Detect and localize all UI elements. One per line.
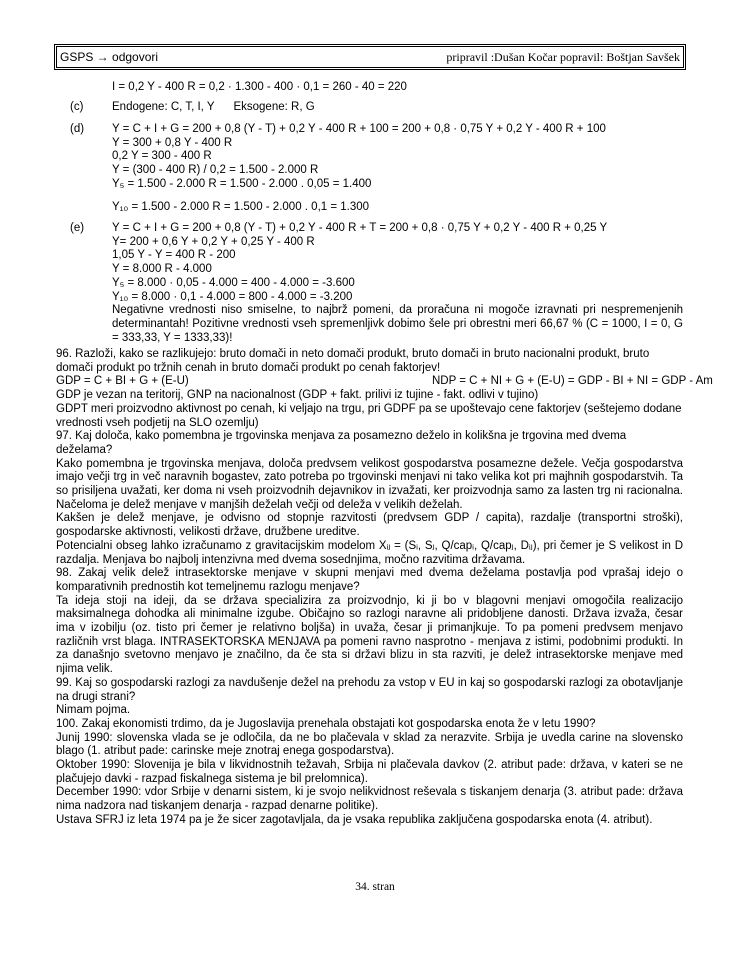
question-97: 97. Kaj določa, kako pomembna je trgovinska menjava za posamezno deželo in kolikšna je trgovina med dvema deželama? [56,430,627,456]
answer-paragraph: December 1990: vdor Srbije v denarni sistem, ki je svojo nelikvidnost reševala s tiskanjem denarja (3. atribut pade: država nima nadzora nad tiskanjem denarja - razpad denarne politike). [56,786,683,813]
answer-paragraph: Ta ideja stoji na ideji, da se država specializira za proizvodnjo, ki ji bo v blagovni menjavi omogočila realizacijo maksimalnega dohodka ali minimalne izgube. Običajno so razlogi naravne ali pridobljene danosti. Država izvaža, česar ima v izobilju (oz. tisto pri čemer je relativno boljša) in uvaža, česar ji primanjkuje. To pa pomeni predvsem menjavo različnih vrst blaga. INTRASEKTORSKA MENJAVA pa pomeni ravno nasprotno - menjava z istimi, podobnimi produkti. In za današnjo svetovno menjavo je značilno, da če sta si državi blizu in sta razviti, je delež intrasektorske menjave med njima velik. [56,594,683,676]
answer-paragraph: Oktober 1990: Slovenija je bila v likvidnostnih težavah, Srbija ni plačevala davkov (2. atribut pade: država, v kateri se ne plačujejo davki - razpad fiskalnega sistema je bil prelomnica). [56,759,683,785]
formula-row [56,375,713,389]
equation-line: I = 0,2 Y - 400 R = 0,2 · 1.300 - 400 · 0,1 = 260 - 40 = 220 [112,81,407,93]
equation-line: 0,2 Y = 300 - 400 R [112,150,212,163]
gdp-formula: GDP = C + BI + G + (E-U) [56,375,189,388]
question-100: 100. Zakaj ekonomisti trdimo, da je Jugoslavija prenehala obstajati kot gospodarska enota že v letu 1990? [56,717,596,730]
part-c-text: Endogene: C, T, I, Y Eksogene: R, G [112,101,315,113]
question-96: 96. Razloži, kako se razlikujejo: bruto domači in neto domači produkt, bruto domači in bruto nacionalni produkt, bruto domači produkt po tržnih cenah in bruto domači produkt po cenah faktorjev! [56,348,650,374]
answer-paragraph: Junij 1990: slovenska vlada se je odločila, da ne bo plačevala v sklad za nerazvite. Srbija je uvedla carine na slovensko blago (1. atribut pade: carinske meje znotraj enega gospodarstva). [56,731,683,758]
answer-paragraph: Ustava SFRJ iz leta 1974 pa je že sicer zagotavljala, da je vsaka republika zaključena gospodarska enota (4. atribut). [56,813,653,826]
equation-line: Y₁₀ = 1.500 - 2.000 R = 1.500 - 2.000 . 0,1 = 1.300 [112,200,370,213]
equation-line: Y= 200 + 0,6 Y + 0,2 Y + 0,25 Y - 400 R [112,235,315,248]
part-label-e: (e) [70,222,85,234]
equation-line: 1,05 Y - Y = 400 R - 200 [112,249,236,262]
part-label-d: (d) [70,123,85,135]
equation-line: Y = C + I + G = 200 + 0,8 (Y - T) + 0,2 Y - 400 R + 100 = 200 + 0,8 · 0,75 Y + 0,2 Y - 400 R + 100 [112,123,606,135]
part-e-note: Negativne vrednosti niso smiselne, to najbrž pomeni, da proračuna ni mogoče izravnati pri nespremenjenih determinantah! Pozitivne vrednosti vseh spremenljivk dobimo šele pri obrestni meri 66,67 % (C = 1000, I = 0, G = 333,33, Y = 1333,33)! [112,304,683,344]
part-label-c: (c) [70,101,84,113]
equation-line: Y = (300 - 400 R) / 0,2 = 1.500 - 2.000 R [112,164,319,177]
equation-line: Y = 8.000 R - 4.000 [112,263,212,276]
header-authors: pripravil :Dušan Kočar popravil: Boštjan Savšek [446,50,680,64]
equation-line: Y = C + I + G = 200 + 0,8 (Y - T) + 0,2 Y - 400 R + T = 200 + 0,8 · 0,75 Y + 0,2 Y - 400 R + 0,25 Y [112,222,608,234]
part-e-block [112,222,683,345]
answer-paragraph: Potencialni obseg lahko izračunamo z gravitacijskim modelom Xᵢⱼ = (Sᵢ, Sⱼ, Q/capᵢ, Q/capⱼ, Dᵢⱼ), pri čemer je S velikost in D razdalja. Menjava bo najbolj intenzivna med dvema sosednjima, močno razvitima državama. [56,539,683,566]
page-number: 34. stran [355,881,395,893]
answer-paragraph: Kakšen je delež menjave, je odvisno od stopnje razvitosti (predvsem GDP / capita), razdalje (transportni stroški), gospodarske aktivnosti, velikosti države, družbene ureditve. [56,512,683,539]
header-title: GSPS → odgovori [60,50,159,64]
part-d-block [112,123,683,214]
answer-paragraph: GDPT meri proizvodno aktivnost po cenah, ki veljajo na trgu, pri GDPF pa se upoštevajo cene faktorjev (seštejemo dodane vrednosti vseh podjetij na SLO ozemlju) [56,402,682,429]
page-header [54,44,686,70]
answer-paragraph: GDP je vezan na teritorij, GNP na nacionalnost (GDP + fakt. prilivi iz tujine - fakt. odlivi v tujino) [56,389,539,402]
answer-paragraph: Kako pomembna je trgovinska menjava, določa predvsem velikost gospodarstva posamezne dežele. Večja gospodarstva imajo večji trg in več naravnih bogastev, zato potreba po trgovinski menjavi ni tako velika kot pri majhnih gospodarstvih. Ta so prisiljena uvažati, ker doma ni vseh proizvodnih dejavnikov in izvažati, ker proizvodnja samo za lasten trg ni racionalna. Načeloma je delež menjave v manjših deželah večji od deleža v velikih deželah. [56,457,683,511]
question-98: 98. Zakaj velik delež intrasektorske menjave v skupni menjavi med dvema deželama postavlja pod vprašaj idejo o komparativnih prednostih kot temeljnemu razlogu menjave? [56,567,683,593]
question-99: 99. Kaj so gospodarski razlogi za navdušenje dežel na prehodu za vstop v EU in kaj so gospodarski razlogi za obotavljanje na drugi strani? [56,676,683,703]
questions-section [56,348,713,828]
equation-line: Y₅ = 1.500 - 2.000 R = 1.500 - 2.000 . 0,05 = 1.400 [112,177,372,190]
equation-line: Y₁₀ = 8.000 · 0,1 - 4.000 = 800 - 4.000 = -3.200 [112,290,353,303]
ndp-formula: NDP = C + NI + G + (E-U) = GDP - BI + NI = GDP - Am [432,375,713,388]
equation-line: Y = 300 + 0,8 Y - 400 R [112,136,233,149]
equation-line: Y₅ = 8.000 · 0,05 - 4.000 = 400 - 4.000 = -3.600 [112,276,355,289]
answer-paragraph: Nimam pojma. [56,704,131,717]
